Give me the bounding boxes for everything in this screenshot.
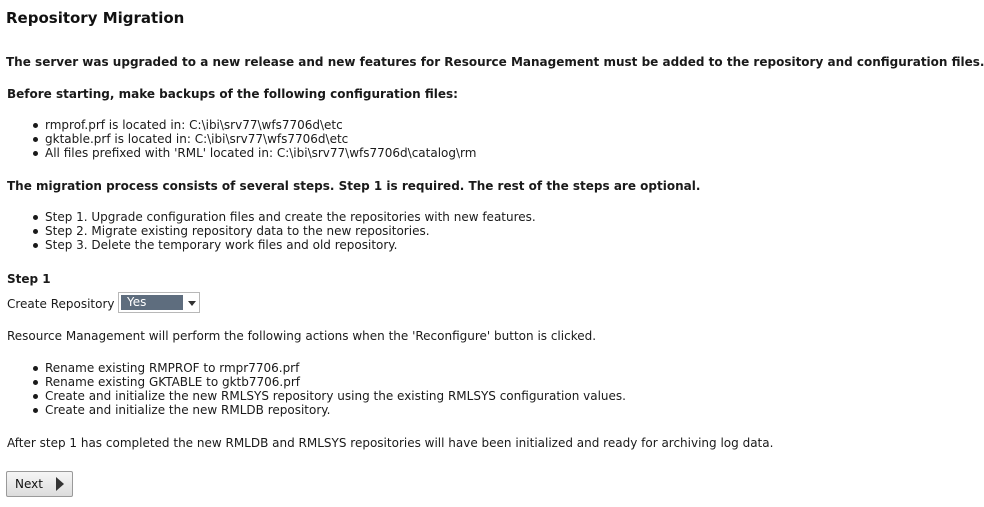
list-item: Create and initialize the new RMLSYS repository using the existing RMLSYS configuration values. [0,389,626,403]
page-title: Repository Migration [6,9,185,27]
backup-files-list [0,118,476,160]
after-step1-note: After step 1 has completed the new RMLDB and RMLSYS repositories will have been initialized and ready for archiving log data. [7,436,774,450]
backups-heading: Before starting, make backups of the following configuration files: [7,87,458,101]
process-heading: The migration process consists of several steps. Step 1 is required. The rest of the steps are optional. [7,179,701,193]
list-item: gktable.prf is located in: C:\ibi\srv77\wfs7706d\etc [0,132,476,146]
list-item: Create and initialize the new RMLDB repository. [0,403,626,417]
create-repository-label: Create Repository [7,297,115,311]
create-repository-select[interactable] [118,292,200,313]
next-button[interactable] [6,471,73,497]
create-repository-selected-value: Yes [121,295,183,310]
play-arrow-icon [56,477,64,491]
list-item: Step 3. Delete the temporary work files and old repository. [0,238,536,252]
chevron-down-icon[interactable] [188,301,196,306]
steps-list [0,210,536,252]
list-item: Rename existing RMPROF to rmpr7706.prf [0,361,626,375]
intro-text: The server was upgraded to a new release and new features for Resource Management must be added to the repository and configuration files. [6,55,984,69]
list-item: Rename existing GKTABLE to gktb7706.prf [0,375,626,389]
list-item: All files prefixed with 'RML' located in: C:\ibi\srv77\wfs7706d\catalog\rm [0,146,476,160]
list-item: Step 1. Upgrade configuration files and create the repositories with new features. [0,210,536,224]
actions-intro: Resource Management will perform the following actions when the 'Reconfigure' button is clicked. [7,329,597,343]
next-button-label: Next [15,477,43,491]
list-item: rmprof.prf is located in: C:\ibi\srv77\wfs7706d\etc [0,118,476,132]
step1-heading: Step 1 [7,272,51,286]
actions-list [0,361,626,417]
list-item: Step 2. Migrate existing repository data to the new repositories. [0,224,536,238]
